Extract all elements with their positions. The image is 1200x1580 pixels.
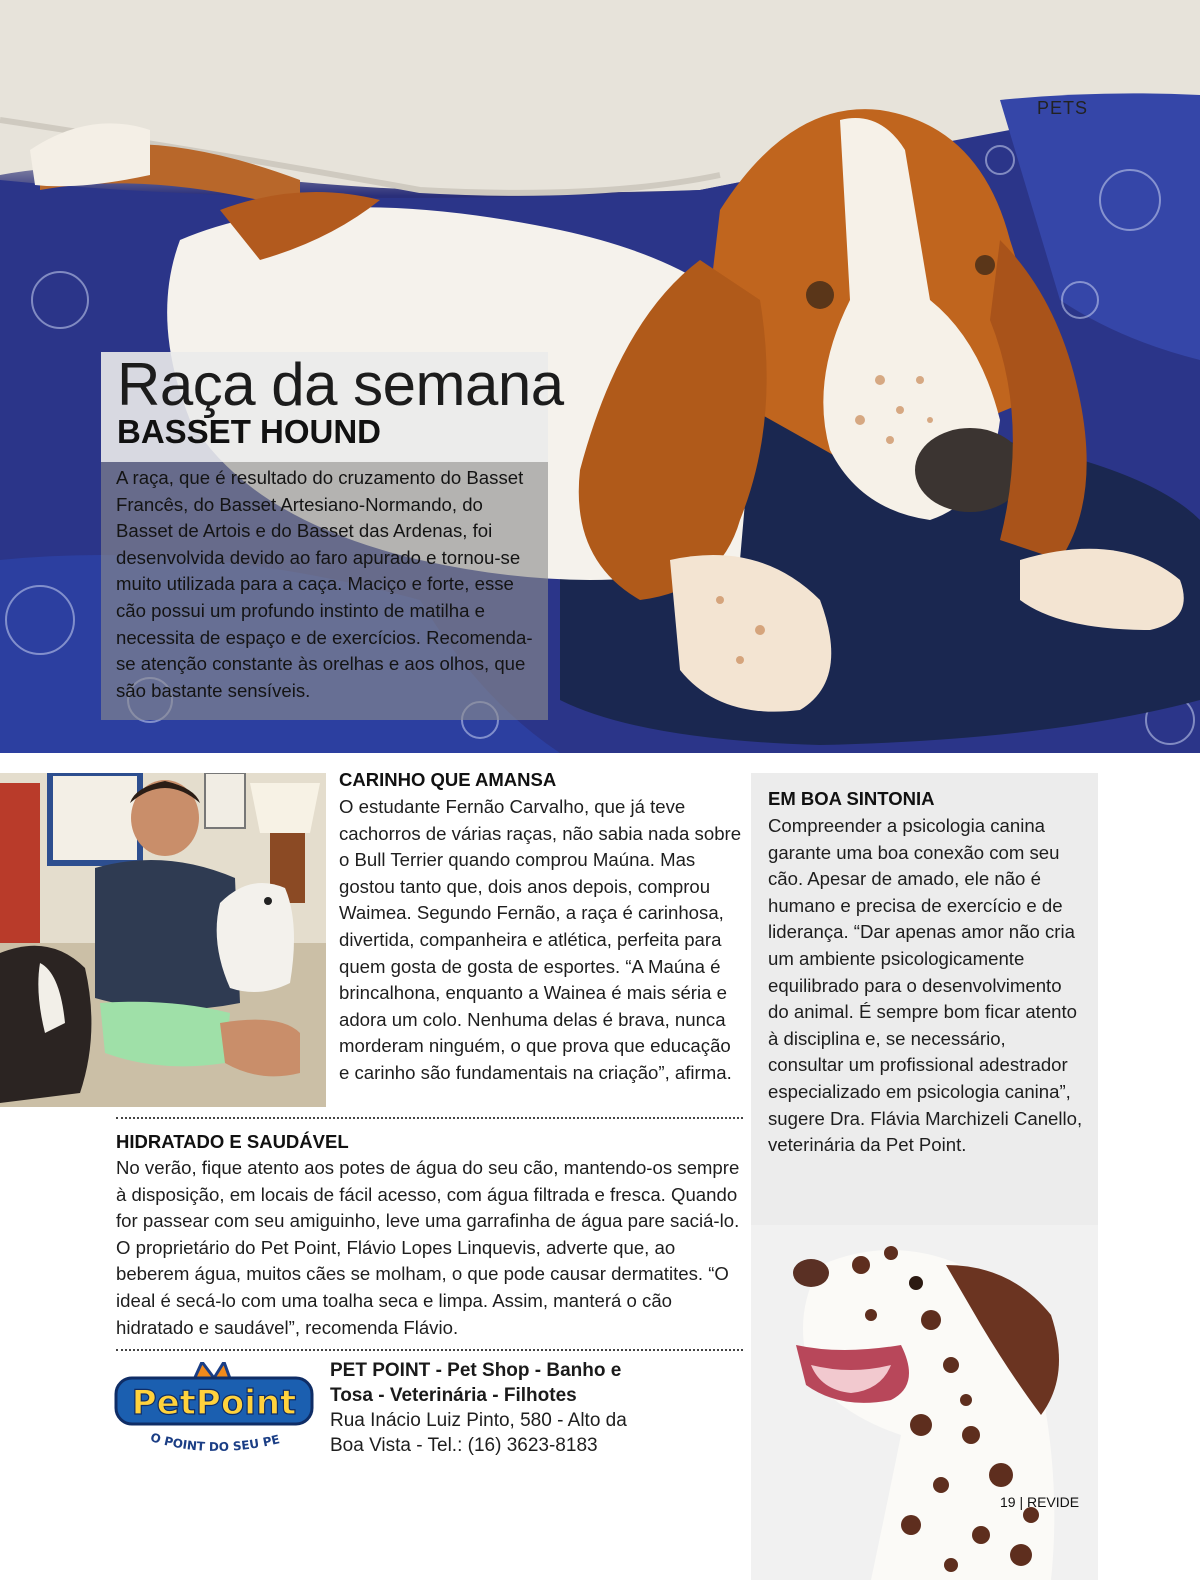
dalmatian-illustration [751, 1225, 1098, 1580]
dotted-divider [116, 1117, 743, 1119]
petpoint-logo-graphic [114, 1362, 322, 1462]
section-label: PETS [1037, 98, 1089, 118]
logo-wordmark: PetPoint [131, 1383, 297, 1423]
body-carinho: O estudante Fernão Carvalho, que já teve cachorros de várias raças, não sabia nada sobre o Bull Terrier quando comprou Maúna. Mas gostou tanto que, dois anos depois, comprou Waimea. Segundo Fernão, a raça é carinhosa, divertida, companheira e atlética, perfeita para quem gosta de gosta de esportes. “A Maúna é brincalhona, enquanto a Wainea é mais séria e adora um colo. Nenhuma delas é brava, nunca morderam ninguém, o que prova que educação e carinho são fundamentais na criação”, afirma. [339, 796, 742, 1083]
dotted-divider [116, 1349, 743, 1351]
advertiser-address: Rua Inácio Luiz Pinto, 580 - Alto da Boa Vista - Tel.: (16) 3623-8183 [330, 1410, 627, 1456]
page-folio: 19 | REVIDE [1000, 1494, 1080, 1510]
heading-sintonia: EM BOA SINTONIA [768, 788, 935, 809]
photo-student-with-bull-terriers [0, 773, 326, 1107]
heading-hidratado: HIDRATADO E SAUDÁVEL [116, 1131, 349, 1152]
man-and-dogs-illustration [0, 773, 326, 1107]
advertiser-headline: PET POINT - Pet Shop - Banho e Tosa - Veterinária - Filhotes [330, 1360, 622, 1406]
feature-intro: A raça, que é resultado do cruzamento do Basset Francês, do Basset Artesiano-Normando, do Basset de Artois e do Basset das Ardenas, foi desenvolvida devido ao faro apurado e tornou-se muito utilizada para a caça. Maciço e forte, esse cão possui um profundo instinto de matilha e necessita de espaço e de exercícios. Recomenda-se atenção constante às orelhas e aos olhos, que são bastante sensíveis. [116, 467, 533, 701]
feature-subtitle: BASSET HOUND [117, 413, 382, 450]
photo-dalmatian [751, 1225, 1098, 1580]
logo-tagline: O POINT DO SEU PE [148, 1430, 282, 1455]
body-sintonia: Compreender a psicologia canina garante uma boa conexão com seu cão. Apesar de amado, ele não é humano e precisa de exercício e de liderança. “Dar apenas amor não cria um ambiente psicologicamente equilibrado para o desenvolvimento do animal. É sempre bom ficar atento à disciplina e, se necessário, consultar um profissional adestrador especializado em psicologia canina”, sugere Dra. Flávia Marchizeli Canello, veterinária da Pet Point. [768, 815, 1083, 1156]
feature-title: Raça da semana [117, 351, 564, 418]
heading-carinho: CARINHO QUE AMANSA [339, 769, 557, 790]
petpoint-logo [114, 1362, 322, 1462]
body-hidratado: No verão, fique atento aos potes de água do seu cão, mantendo-os sempre à disposição, em locais de fácil acesso, com água filtrada e fresca. Quando for passear com seu amiguinho, leve uma garrafinha de água pare saciá-lo. O proprietário do Pet Point, Flávio Lopes Linquevis, adverte que, ao beberem água, muitos cães se molham, o que pode causar dermatites. “O ideal é secá-lo com uma toalha seca e limpa. Assim, manterá o cão hidratado e saudável”, recomenda Flávio. [116, 1157, 740, 1338]
